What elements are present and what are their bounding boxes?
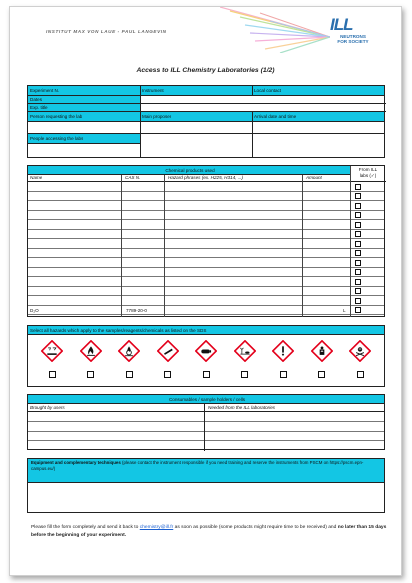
form-title: Access to ILL Chemistry Laboratories (1/2)	[136, 67, 275, 74]
arrival-label: Arrival date and time	[254, 114, 297, 119]
table-row[interactable]	[28, 277, 384, 287]
chemical-products-heading: Chemical products used	[165, 168, 215, 173]
table-row[interactable]	[28, 441, 384, 451]
instrument-label: Instrument	[142, 88, 164, 93]
table-row[interactable]	[28, 412, 384, 422]
health-hazard-pictogram	[311, 340, 333, 362]
from-ill-label-2: labs (✓)	[359, 173, 377, 178]
hazards-heading: Select all hazards which apply to the samples/reagents/chemicals as listed on the SDS	[30, 328, 207, 333]
local-contact-label: Local contact	[254, 88, 282, 93]
logo-tagline-1: NEUTRONS	[340, 34, 366, 39]
corrosive-pictogram	[41, 340, 63, 362]
logo-tagline	[328, 34, 378, 44]
hazard-checkbox[interactable]	[357, 371, 364, 378]
table-row[interactable]	[28, 239, 384, 249]
oxidizer-pictogram	[118, 340, 140, 362]
col-hazard: Hazard phrases (ex. H225, H314, ...)	[168, 175, 244, 180]
footer-text-2: as soon as possible (some products might require time to be received) and	[173, 525, 338, 530]
hazard-checkbox[interactable]	[87, 371, 94, 378]
people-accessing-row	[28, 134, 140, 144]
needed-from-ill-label: Needed from the ILL laboratories	[208, 405, 276, 410]
d2o-unit: L	[343, 308, 346, 313]
from-ill-checkbox[interactable]	[355, 241, 361, 247]
from-ill-checkbox[interactable]	[355, 193, 361, 199]
column-line	[121, 175, 122, 317]
logo-word: ILL	[330, 15, 353, 34]
table-row[interactable]	[28, 422, 384, 432]
gas-cylinder-pictogram	[195, 340, 217, 362]
from-ill-checkbox[interactable]	[355, 184, 361, 190]
ill-logo	[328, 15, 380, 53]
chemical-products-table	[27, 165, 385, 317]
people-fields-row[interactable]	[28, 122, 384, 134]
environment-pictogram	[234, 340, 256, 362]
from-ill-checkbox[interactable]	[355, 250, 361, 256]
divider	[252, 112, 253, 158]
from-ill-checkbox[interactable]	[355, 279, 361, 285]
exp-title-field[interactable]	[140, 104, 386, 112]
rainbow-rays-graphic	[220, 7, 330, 53]
hazards-header	[28, 326, 384, 335]
column-line	[350, 166, 351, 317]
col-cas: CAS N.	[125, 175, 141, 180]
consumables-table	[27, 394, 385, 450]
from-ill-header	[350, 166, 386, 182]
table-row[interactable]	[28, 192, 384, 202]
consumables-heading: Consumables / sample holders / cells	[168, 397, 246, 402]
from-ill-checkbox[interactable]	[355, 260, 361, 266]
consumables-columns	[28, 404, 384, 412]
exp-title-row	[28, 104, 140, 112]
divider	[140, 86, 141, 158]
exclamation-pictogram	[272, 340, 294, 362]
chemistry-email-link[interactable]: chemistry@ill.fr	[139, 525, 174, 530]
from-ill-checkbox[interactable]	[355, 288, 361, 294]
experiment-info-table	[27, 85, 385, 158]
hazard-checkbox[interactable]	[164, 371, 171, 378]
from-ill-label-1: From ILL	[358, 167, 378, 172]
hazard-checkbox[interactable]	[241, 371, 248, 378]
from-ill-checkbox[interactable]	[355, 212, 361, 218]
dates-field[interactable]	[140, 96, 386, 104]
from-ill-checkbox[interactable]	[355, 203, 361, 209]
hazard-checkbox[interactable]	[49, 371, 56, 378]
footer-instructions	[31, 524, 387, 539]
hazard-checkbox[interactable]	[280, 371, 287, 378]
dates-label: Dates	[30, 97, 43, 102]
brought-by-users-label: Brought by users	[30, 405, 65, 410]
equipment-heading: Equipment and complementary techniques	[31, 460, 121, 465]
hazards-section	[27, 325, 385, 387]
equipment-note: (please contact the instrument responsible if you need training and reserve the instruments from PSCM on https://pscm.epn-campus.eu/)	[31, 460, 364, 471]
table-row[interactable]	[28, 268, 384, 278]
form-page	[9, 6, 402, 576]
info-row-header	[28, 86, 384, 96]
hazard-checkbox[interactable]	[203, 371, 210, 378]
table-row[interactable]	[28, 432, 384, 442]
equipment-section	[27, 458, 385, 513]
from-ill-checkbox[interactable]	[355, 298, 361, 304]
table-row[interactable]	[28, 220, 384, 230]
column-line	[164, 175, 165, 317]
table-row[interactable]	[28, 230, 384, 240]
table-row[interactable]	[28, 306, 384, 316]
from-ill-checkbox[interactable]	[355, 269, 361, 275]
col-amount: Amount	[306, 175, 322, 180]
hazard-checkbox[interactable]	[126, 371, 133, 378]
column-line	[302, 175, 303, 317]
main-proposer-label: Main proposer	[142, 114, 172, 119]
table-row[interactable]	[28, 182, 384, 192]
dates-row	[28, 96, 140, 104]
table-row[interactable]	[28, 211, 384, 221]
consumables-header	[28, 395, 384, 404]
logo-tagline-2: FOR SOCIETY	[337, 39, 369, 45]
people-accessing-label: People accessing the labs	[30, 136, 84, 141]
divider	[204, 404, 205, 451]
col-name: Name	[30, 175, 43, 180]
table-row[interactable]	[28, 296, 384, 306]
person-requesting-label: Person requesting the lab	[30, 114, 83, 119]
chemical-products-header	[28, 166, 350, 175]
footer-text-1: Please fill the form completely and send it back to	[31, 525, 140, 530]
equipment-field[interactable]	[28, 483, 384, 513]
footer-deadline: no later than 15 days before the beginning of your experiment.	[31, 525, 387, 538]
from-ill-checkbox[interactable]	[355, 222, 361, 228]
toxic-pictogram	[349, 340, 371, 362]
d2o-cas: 7789-20-0	[126, 308, 147, 313]
header-band	[10, 7, 401, 53]
people-accessing-field[interactable]	[28, 144, 384, 158]
from-ill-checkbox[interactable]	[355, 307, 361, 313]
table-row[interactable]	[28, 249, 384, 259]
institute-name: INSTITUT MAX VON LAUE - PAUL LANGEVIN	[46, 29, 167, 34]
equipment-header	[28, 459, 384, 483]
d2o-name: D₂O	[30, 308, 39, 313]
divider	[252, 86, 253, 96]
people-header-row	[28, 112, 384, 122]
hazard-checkbox[interactable]	[318, 371, 325, 378]
explosive-pictogram	[157, 340, 179, 362]
table-row[interactable]	[28, 258, 384, 268]
from-ill-checkbox[interactable]	[355, 231, 361, 237]
experiment-number-label: Experiment N.	[30, 88, 60, 93]
table-row[interactable]	[28, 201, 384, 211]
table-row[interactable]	[28, 287, 384, 297]
exp-title-label: Exp. title	[30, 105, 48, 110]
flammable-pictogram	[80, 340, 102, 362]
